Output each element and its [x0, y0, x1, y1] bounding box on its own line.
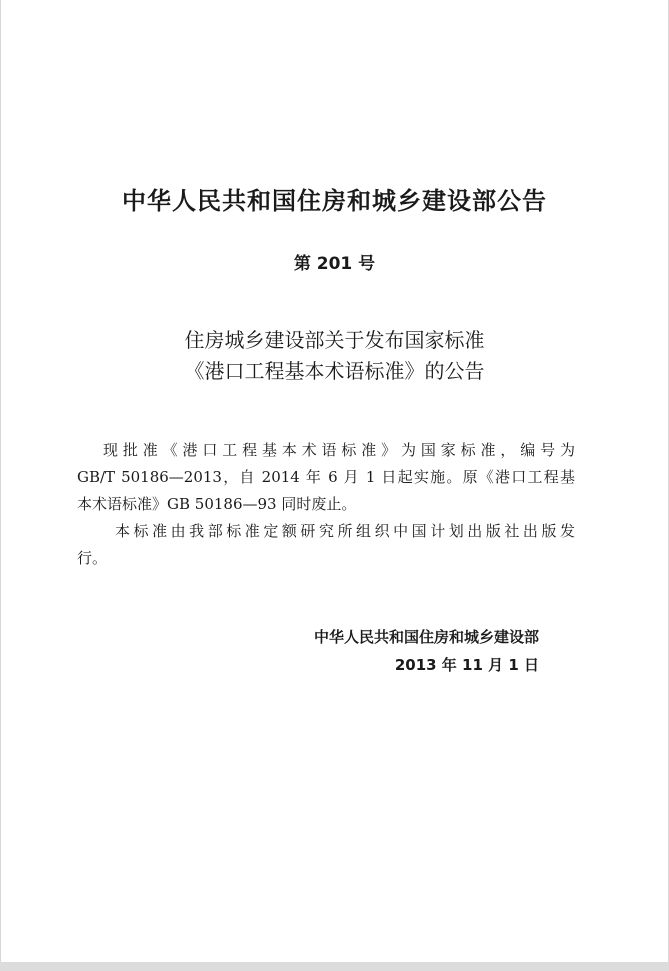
page-bottom-band	[0, 962, 669, 971]
signature-date: 2013 年 11 月 1 日	[394, 656, 539, 674]
paragraph1-line-3: 本术语标准》GB 50186—93 同时废止。	[77, 495, 357, 513]
page-edge-left	[0, 0, 1, 971]
announcement-body	[77, 437, 575, 572]
announcement-number: 第 201 号	[293, 254, 376, 274]
paragraph1-line-2: GB/T 50186—2013，自 2014 年 6 月 1 日起实施。原《港口工程基	[77, 468, 575, 486]
announcement-subtitle	[0, 325, 669, 387]
subtitle-line-2: 《港口工程基本术语标准》的公告	[184, 359, 485, 383]
announcement-headline: 中华人民共和国住房和城乡建设部公告	[122, 187, 547, 215]
paragraph2-line-2: 行。	[77, 549, 108, 567]
paragraph2-line-1: 本标准由我部标准定额研究所组织中国计划出版社出版发	[115, 522, 575, 540]
subtitle-line-1: 住房城乡建设部关于发布国家标准	[184, 328, 485, 352]
signature-organization: 中华人民共和国住房和城乡建设部	[313, 628, 539, 646]
paragraph1-line-1: 现批准《港口工程基本术语标准》为国家标准，编号为	[103, 441, 575, 459]
